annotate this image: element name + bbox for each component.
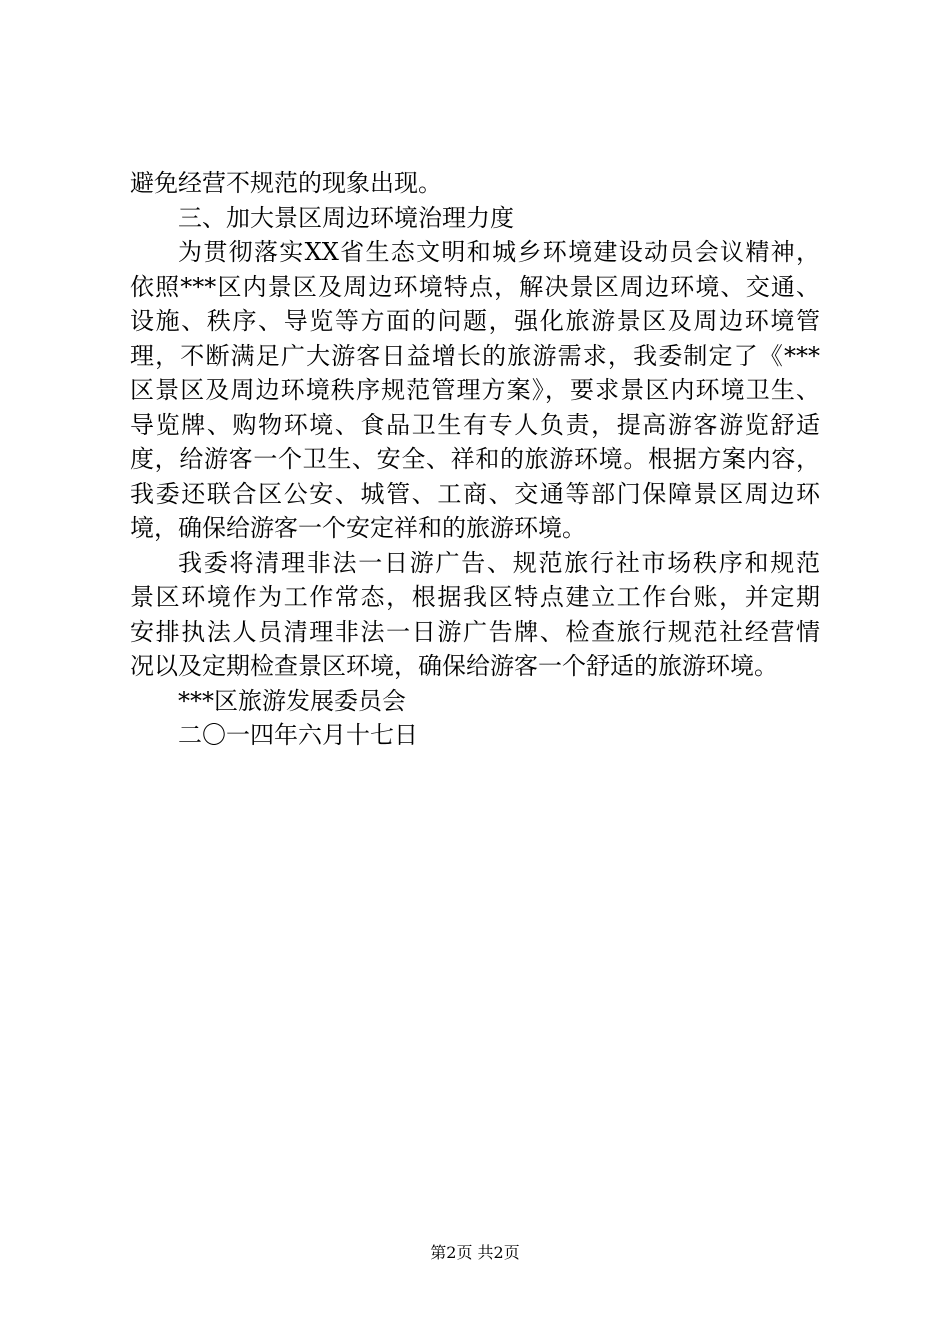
paragraph-line: 景区环境作为工作常态，根据我区特点建立工作台账，并定期 <box>130 583 820 611</box>
signature-organization: ***区旅游发展委员会 <box>178 686 406 715</box>
paragraph-line: 况以及定期检查景区环境，确保给游客一个舒适的旅游环境。 <box>130 652 778 680</box>
paragraph-line: 我委还联合区公安、城管、工商、交通等部门保障景区周边环 <box>130 479 820 508</box>
paragraph-line: 导览牌、购物环境、食品卫生有专人负责，提高游客游览舒适 <box>130 410 820 439</box>
signature-date: 二〇一四年六月十七日 <box>178 721 418 749</box>
paragraph-line: 依照***区内景区及周边环境特点，解决景区周边环境、交通、 <box>130 272 820 301</box>
paragraph-line: 安排执法人员清理非法一日游广告牌、检查旅行规范社经营情 <box>130 617 820 646</box>
paragraph-line: 理，不断满足广大游客日益增长的旅游需求，我委制定了《*** <box>130 341 820 370</box>
page-number-footer: 第2页 共2页 <box>430 1243 520 1262</box>
paragraph-line: 我委将清理非法一日游广告、规范旅行社市场秩序和规范 <box>178 548 820 577</box>
paragraph-line: 设施、秩序、导览等方面的问题，强化旅游景区及周边环境管 <box>130 307 820 335</box>
paragraph-line: 度，给游客一个卫生、安全、祥和的旅游环境。根据方案内容， <box>130 445 820 473</box>
paragraph-line: 区景区及周边环境秩序规范管理方案》，要求景区内环境卫生、 <box>130 376 820 404</box>
paragraph-line: 为贯彻落实XX省生态文明和城乡环境建设动员会议精神， <box>178 238 820 266</box>
document-body <box>130 166 820 753</box>
section-heading: 三、加大景区周边环境治理力度 <box>178 203 514 232</box>
paragraph-line: 境，确保给游客一个安定祥和的旅游环境。 <box>130 514 586 542</box>
text-line: 避免经营不规范的现象出现。 <box>130 169 442 197</box>
